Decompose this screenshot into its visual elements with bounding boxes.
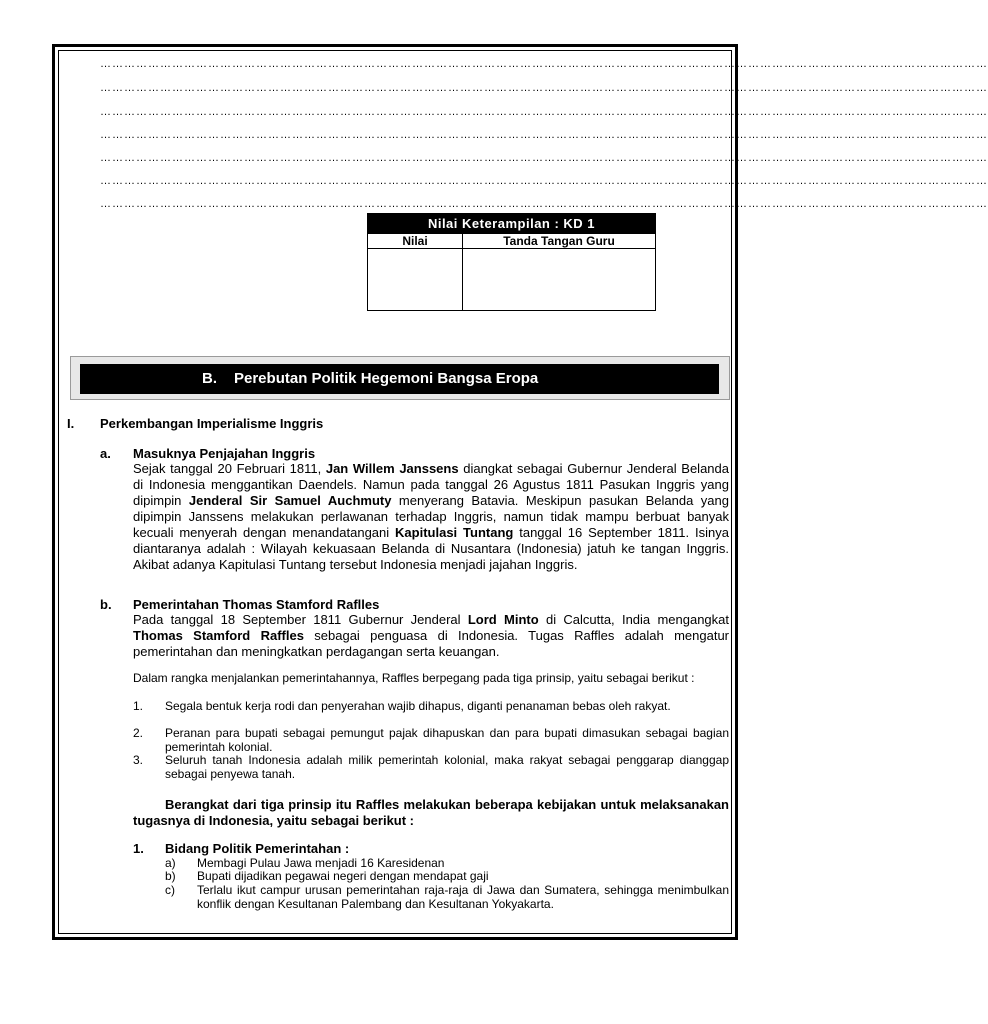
policy-text: Terlalu ikut campur urusan pemerintahan raja-raja di Jawa dan Sumatera, sehingga menimbulkan konflik dengan Kesultanan Palembang dan Kesultanan Yokyakarta. <box>197 883 729 911</box>
item-b-letter: b. <box>100 597 112 612</box>
policy-intro: Berangkat dari tiga prinsip itu Raffles melakukan beberapa kebijakan untuk melaksanakan tugasnya di Indonesia, yaitu sebagai berikut : <box>133 797 729 828</box>
text: di Calcutta, India mengangkat <box>538 612 729 627</box>
policy-marker: a) <box>165 856 176 870</box>
item-a-title: Masuknya Penjajahan Inggris <box>133 446 316 461</box>
policy-text: Membagi Pulau Jawa menjadi 16 Karesidenan <box>197 856 445 870</box>
field-title: Bidang Politik Pemerintahan : <box>165 841 350 856</box>
name-janssens: Jan Willem Janssens <box>325 461 459 476</box>
skill-score-box <box>367 213 656 311</box>
principle-number: 1. <box>133 699 144 713</box>
policy-marker: c) <box>165 883 175 897</box>
text: tanggal 16 September 1811. Isinya diantaranya adalah : Wilayah kekuasaan Belanda di Nusantara (Indonesia) jatuh ke tangan Inggris. Akibat adanya Kapitulasi Tuntang tersebut Indonesia menjadi jajahan Inggris. <box>133 525 729 572</box>
policy-marker: b) <box>165 869 176 883</box>
answer-line: …………………………………………………………………………………………………………………………………………………………………………………………………… <box>100 106 988 118</box>
term-kapitulasi-tuntang: Kapitulasi Tuntang <box>395 525 514 540</box>
text: sebagai penguasa di Indonesia. Tugas Raffles adalah mengatur pemerintahan dan meningkatkan perdagangan serta keuangan. <box>133 628 729 659</box>
score-box-title: Nilai Keterampilan : KD 1 <box>368 214 655 234</box>
answer-line: …………………………………………………………………………………………………………………………………………………………………………………………………… <box>100 82 988 94</box>
answer-line: …………………………………………………………………………………………………………………………………………………………………………………………………… <box>100 58 988 70</box>
signature-col-label: Tanda Tangan Guru <box>503 234 615 248</box>
field-number: 1. <box>133 841 144 856</box>
text: diangkat sebagai Gubernur Jenderal Belanda di Indonesia menggantikan Daendels. Namun pada tanggal 26 Agustus 1811 Pasukan Inggris yang dipimpin <box>133 461 729 508</box>
item-a-letter: a. <box>100 446 111 461</box>
name-auchmuty: Jenderal Sir Samuel Auchmuty <box>188 493 392 508</box>
text: menyerang Batavia. Meskipun pasukan Belanda yang dipimpin Janssens melakukan perlawanan terhadap Inggris, namun tidak mampu berbuat banyak kecuali menyerah dengan menandatangani <box>133 493 729 540</box>
item-a-paragraph <box>133 461 729 573</box>
text: Pada tanggal 18 September 1811 Gubernur Jenderal <box>133 612 468 627</box>
score-col-label: Nilai <box>368 234 463 248</box>
principles-intro: Dalam rangka menjalankan pemerintahannya, Raffles berpegang pada tiga prinsip, yaitu sebagai berikut : <box>133 671 695 685</box>
section-banner <box>80 364 719 394</box>
answer-line: …………………………………………………………………………………………………………………………………………………………………………………………………… <box>100 198 988 210</box>
item-b-title: Pemerintahan Thomas Stamford Raflles <box>133 597 380 612</box>
answer-line: …………………………………………………………………………………………………………………………………………………………………………………………………… <box>100 175 988 187</box>
principle-text: Segala bentuk kerja rodi dan penyerahan wajib dihapus, diganti penanaman bebas oleh rakyat. <box>165 699 671 713</box>
principle-number: 3. <box>133 753 144 767</box>
section-title: Perebutan Politik Hegemoni Bangsa Eropa <box>234 370 539 387</box>
policy-text: Bupati dijadikan pegawai negeri dengan mendapat gaji <box>197 869 489 883</box>
name-raffles: Thomas Stamford Raffles <box>133 628 304 643</box>
score-cell <box>368 249 463 310</box>
principle-text: Seluruh tanah Indonesia adalah milik pemerintah kolonial, maka rakyat sebagai penggarap dianggap sebagai penyewa tanah. <box>165 753 729 781</box>
item-b-paragraph <box>133 612 729 660</box>
score-box-body <box>368 249 655 310</box>
subsection-number: I. <box>67 416 75 431</box>
answer-line: …………………………………………………………………………………………………………………………………………………………………………………………………… <box>100 152 988 164</box>
answer-line: …………………………………………………………………………………………………………………………………………………………………………………………………… <box>100 129 988 141</box>
text: Sejak tanggal 20 Februari 1811, <box>133 461 326 476</box>
principle-text: Peranan para bupati sebagai pemungut pajak dihapuskan dan para bupati dimasukan sebagai bagian pemerintah kolonial. <box>165 726 729 754</box>
section-letter: B. <box>202 370 217 387</box>
name-lord-minto: Lord Minto <box>467 612 539 627</box>
subsection-title: Perkembangan Imperialisme Inggris <box>100 416 324 431</box>
score-box-header <box>368 234 655 249</box>
principle-number: 2. <box>133 726 144 740</box>
